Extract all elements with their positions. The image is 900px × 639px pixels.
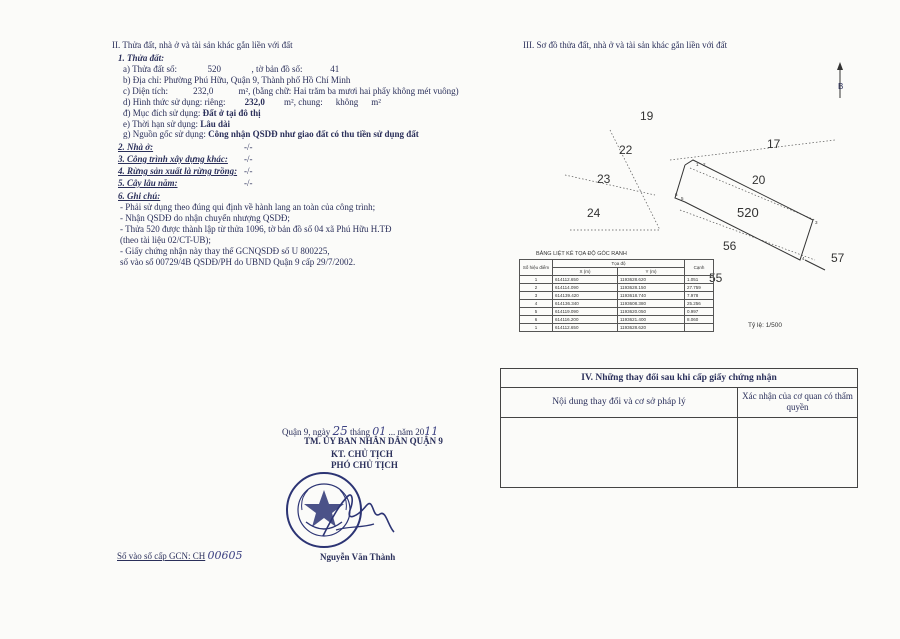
- note-line: - Nhận QSDĐ do nhận chuyển nhượng QSDĐ;: [120, 213, 290, 223]
- column-divider: [737, 417, 738, 487]
- section-iv-heading: IV. Những thay đổi sau khi cấp giấy chứng nhận: [501, 369, 857, 388]
- use-form-line: d) Hình thức sử dụng: riêng: 232,0 m², chung: không m²: [123, 97, 381, 107]
- col-confirm-header: Xác nhận của cơ quan có thẩm quyền: [742, 391, 853, 412]
- col-point-header: Số hiệu điểm: [520, 260, 553, 276]
- parcel-label-main: 520: [737, 205, 759, 220]
- note-line: (theo tài liệu 02/CT-UB);: [120, 235, 211, 245]
- on-behalf-of: KT. CHỦ TỊCH: [331, 449, 393, 459]
- table-row: 5 614119.090 1193620.050 0.997: [520, 308, 714, 316]
- table-row: 1 614112.650 1193628.620 1.051: [520, 276, 714, 284]
- table-row: 2 614114.090 1193628.150 27.759: [520, 284, 714, 292]
- use-common-value: không: [335, 97, 359, 107]
- parcel-label: 55: [709, 271, 723, 285]
- signer-role: PHÓ CHỦ TỊCH: [331, 460, 398, 470]
- address-line: b) Địa chỉ: Phường Phú Hữu, Quận 9, Thành phố Hồ Chí Minh: [123, 75, 351, 85]
- term-value: Lâu dài: [200, 119, 230, 129]
- col-content-header: Nội dung thay đổi và cơ sở pháp lý: [501, 387, 738, 417]
- item-2-dash: -/-: [244, 142, 253, 152]
- item-3-dash: -/-: [244, 154, 253, 164]
- area-line: c) Diện tích: 232,0 m², (bằng chữ: Hai trăm ba mươi hai phẩy không mét vuông): [123, 86, 459, 96]
- issue-year: 11: [424, 425, 439, 438]
- item-4-forest: 4. Rừng sản xuất là rừng trồng:: [118, 166, 238, 176]
- item-5-trees: 5. Cây lâu năm:: [118, 178, 178, 188]
- table-row: 1 614112.650 1193628.620: [520, 324, 714, 332]
- corner-label: 2: [703, 162, 706, 167]
- col-coord-header: Tọa độ: [553, 260, 685, 268]
- table-row: 6 614116.200 1193621.400 8.060: [520, 316, 714, 324]
- parcel-label: 57: [831, 251, 845, 265]
- area-value: 232,0: [193, 86, 214, 96]
- origin-value: Công nhận QSDĐ như giao đất có thu tiền sử dụng đất: [208, 129, 419, 139]
- item-5-dash: -/-: [244, 178, 253, 188]
- coord-table: [519, 259, 714, 332]
- parcel-label: 17: [767, 137, 781, 151]
- note-line: - Thửa 520 được thành lập từ thửa 1096, tờ bản đồ số 04 xã Phú Hữu H.TĐ: [120, 224, 392, 234]
- col-x-header: X (m): [553, 268, 618, 276]
- term-line: e) Thời hạn sử dụng: Lâu dài: [123, 119, 230, 129]
- use-private-value: 232,0: [244, 97, 265, 107]
- parcel-label: 24: [587, 206, 601, 220]
- corner-label: 6: [675, 192, 678, 197]
- signer-name: Nguyễn Văn Thành: [320, 552, 396, 562]
- section-iii-heading: III. Sơ đồ thửa đất, nhà ở và tài sản khác gắn liền với đất: [523, 40, 728, 50]
- parcel-number: 520: [207, 64, 221, 74]
- purpose-value: Đất ở tại đô thị: [202, 108, 261, 118]
- origin-line: g) Nguồn gốc sử dụng: Công nhận QSDĐ như giao đất có thu tiền sử dụng đất: [123, 129, 419, 139]
- parcel-label: 19: [640, 109, 654, 123]
- issue-month: 01: [372, 425, 387, 438]
- note-line: - Giấy chứng nhận này thay thế GCNQSDĐ số U 800225,: [120, 246, 330, 256]
- north-arrow-icon: [836, 60, 850, 100]
- north-label: B: [838, 82, 844, 91]
- parcel-label: 20: [752, 173, 766, 187]
- table-row: 3 614139.420 1193618.740 7.978: [520, 292, 714, 300]
- corner-label: 3: [815, 220, 818, 225]
- section-ii-heading: II. Thửa đất, nhà ở và tài sản khác gắn liền với đất: [112, 40, 293, 50]
- item-4-dash: -/-: [244, 166, 253, 176]
- note-line: - Phải sử dụng theo đúng qui định về hành lang an toàn của công trình;: [120, 202, 376, 212]
- issuing-org: TM. ỦY BAN NHÂN DÂN QUẬN 9: [304, 436, 443, 446]
- registry-number: Số vào sổ cấp GCN: CH 00605: [117, 549, 243, 562]
- issue-day: 25: [332, 424, 348, 438]
- col-length-header: Cạnh: [685, 260, 714, 276]
- parcel-label: 56: [723, 239, 737, 253]
- parcel-label: 22: [619, 143, 633, 157]
- coord-table-title: BẢNG LIỆT KÊ TỌA ĐỘ GÓC RANH: [536, 251, 627, 257]
- corner-label: 5: [681, 196, 684, 201]
- parcel-label: 23: [597, 172, 611, 186]
- item-2-house: 2. Nhà ở:: [118, 142, 154, 152]
- map-number: 41: [330, 64, 340, 74]
- corner-label: 1: [696, 162, 699, 167]
- note-line: số vào sổ 00729/4B QSDĐ/PH do UBND Quận 9 cấp 29/7/2002.: [120, 257, 356, 267]
- handwritten-signature-icon: [318, 486, 398, 546]
- map-scale: Tỷ lệ: 1/500: [748, 322, 782, 329]
- table-row: 4 614136.340 1193608.380 25.256: [520, 300, 714, 308]
- item-1-title: 1. Thửa đất:: [118, 53, 165, 63]
- registry-value: 00605: [207, 549, 243, 562]
- changes-table: [500, 368, 858, 488]
- col-y-header: Y (m): [618, 268, 685, 276]
- issue-date: Quận 9, ngày 25 tháng 01 ... năm 2011: [282, 424, 439, 438]
- changes-table-header: [501, 387, 857, 418]
- item-6-notes-title: 6. Ghi chú:: [118, 191, 161, 201]
- item-3-structures: 3. Công trình xây dựng khác:: [118, 154, 228, 164]
- parcel-line: a) Thửa đất số: 520 , tờ bản đồ số: 41: [123, 64, 365, 74]
- corner-label: 4: [802, 256, 805, 261]
- purpose-line: đ) Mục đích sử dụng: Đất ở tại đô thị: [123, 108, 261, 118]
